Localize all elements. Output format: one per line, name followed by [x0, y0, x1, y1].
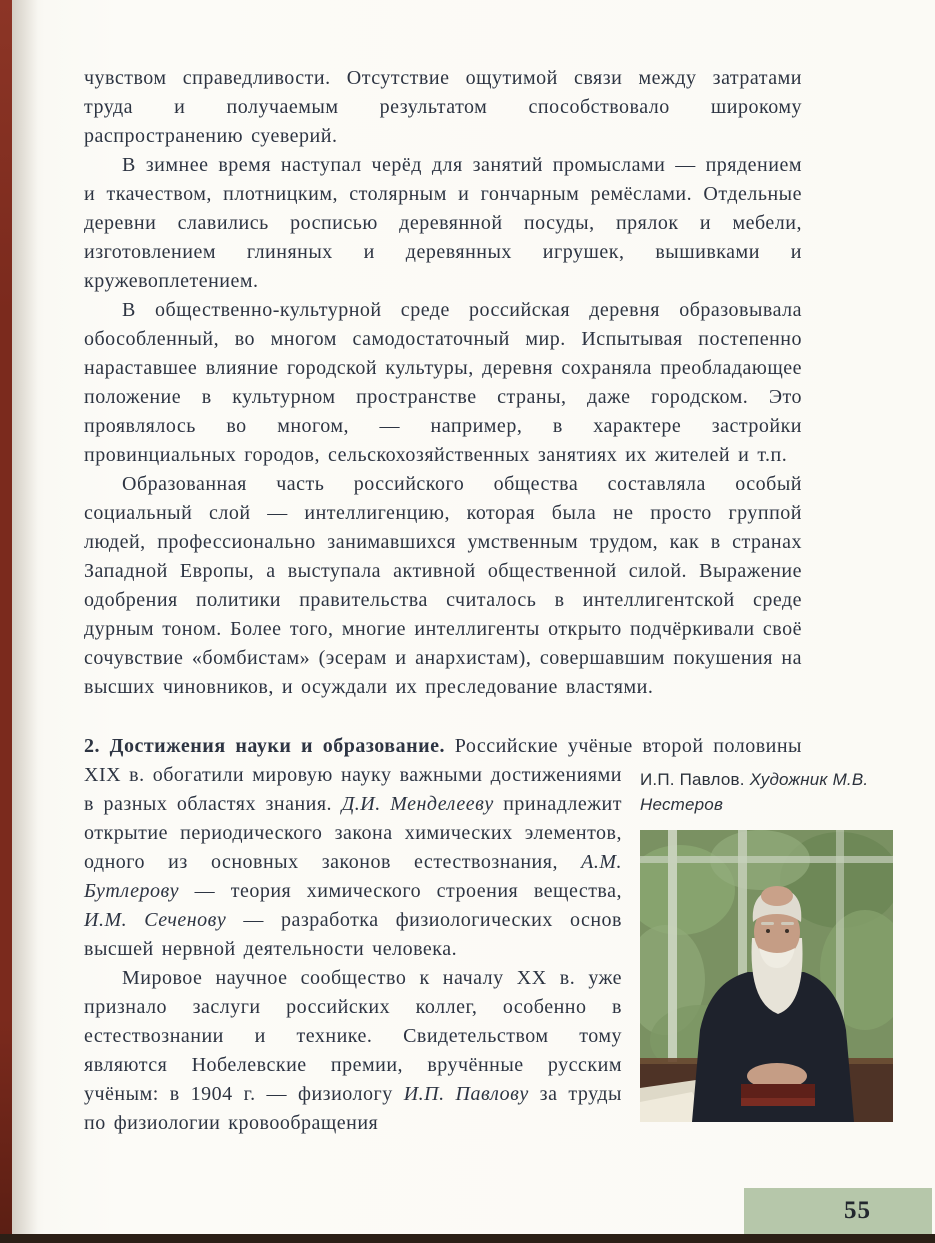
science-text-a: в разных областях знания. [84, 793, 342, 815]
nobel-text-b: за труды по физиологии кровообращения [84, 1083, 622, 1134]
science-text-b: принадлежит открытие периодического закона химических элементов, одного из основных законов естествознания, [84, 793, 622, 873]
pavlov-name: И.П. Павлову [403, 1083, 529, 1105]
figure-block [640, 767, 896, 1122]
paragraph-winter-crafts: В зимнее время наступал черёд для занятий промыслами — прядением и ткачеством, плотницким, столярным и гончарным ремёслами. Отдельные деревни славились росписью деревянной посуды, прялок и мебели, изготовлением глиняных и деревянных игрушек, вышивками и кружевоплетением. [84, 154, 802, 292]
paragraph-science-achievements [84, 732, 869, 964]
mendeleev-name: Д.И. Менделееву [341, 793, 494, 815]
scan-spine-shadow [12, 0, 38, 1243]
science-text-c: — теория химического строения вещества, [179, 880, 622, 902]
paragraph-village-culture: В общественно-культурной среде российская деревня образовывала обособленный, во многом самодостаточный мир. Испытывая постепенно нараставшее влияние городской культуры, деревня сохраняла преобладающее положение в культурном пространстве страны, даже городском. Это проявлялось во многом, — например, в характере застройки провинциальных городов, сельскохозяйственных занятиях их жителей и т.п. [84, 299, 802, 466]
scan-spine-edge [0, 0, 12, 1243]
figure-caption [640, 767, 896, 817]
figure-caption-name: И.П. Павлов. [640, 770, 750, 789]
section-heading: 2. Достижения науки и образование. [84, 735, 446, 757]
paragraph-superstitions: чувством справедливости. Отсутствие ощутимой связи между затратами труда и получаемым результатом способствовало широкому распространению суеверий. [84, 67, 802, 147]
paragraph-intelligentsia: Образованная часть российского общества составляла особый социальный слой — интеллигенцию, которая была не просто группой людей, профессионально занимавшихся умственным трудом, как в странах Западной Европы, а выступала активной общественной силой. Выражение одобрения политики правительства считалось в интеллигентской среде дурным тоном. Более того, многие интеллигенты открыто подчёркивали своё сочувствие «бомбистам» (эсерам и анархистам), совершавшим покушения на высших чиновников, и осуждали их преследование властями. [84, 473, 802, 698]
butlerov-name: А.М. Бутлерову [84, 851, 622, 902]
pavlov-portrait-image [640, 830, 893, 1122]
figure-caption-artist: Художник М.В. Нестеров [640, 770, 869, 814]
sechenov-name: И.М. Сеченову [84, 909, 227, 931]
scan-bottom-edge [0, 1234, 935, 1243]
science-text-d: — разработка физиологических основ высшей нервной деятельности человека. [84, 909, 622, 960]
page-number-band [744, 1188, 932, 1234]
page-number: 55 [844, 1197, 871, 1224]
science-intro-text: Российские учёные второй половины XIX в. обогатили мировую науку важными достижениями [84, 735, 802, 786]
nobel-text-a: Мировое научное сообщество к началу XX в. уже признало заслуги российских коллег, особенно в естествознании и технике. Свидетельством тому являются Нобелевские премии, вручённые русским учёным: в 1904 г. — физиологу [84, 967, 622, 1105]
page-content [84, 64, 869, 1138]
section-science-education [84, 732, 869, 1138]
